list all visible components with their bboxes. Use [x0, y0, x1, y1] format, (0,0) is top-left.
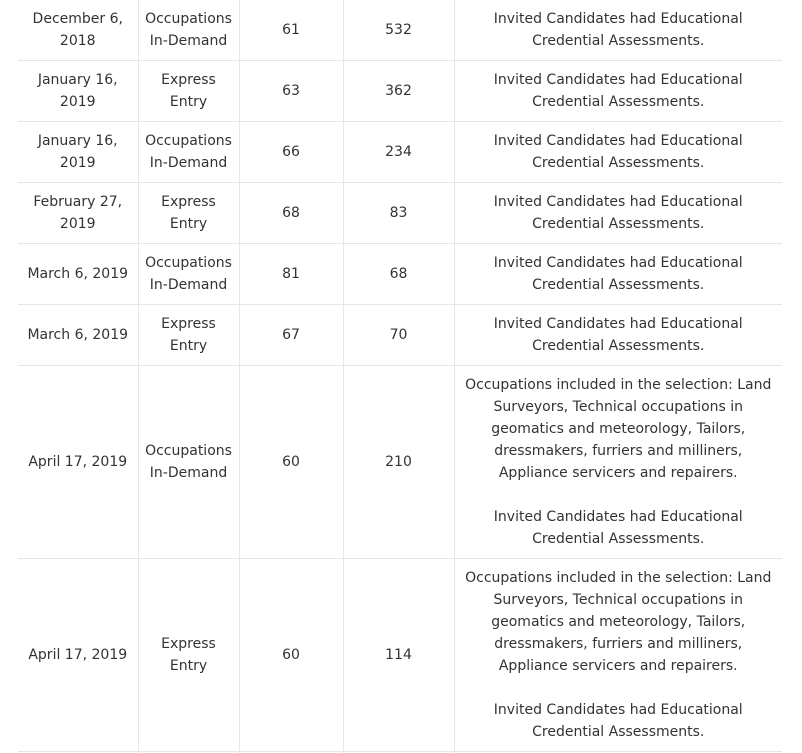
draw-stream: Occupations In-Demand	[138, 244, 239, 305]
draw-score: 61	[239, 0, 343, 61]
draw-date: March 6, 2019	[18, 244, 138, 305]
draw-notes	[454, 244, 782, 305]
draw-score: 81	[239, 244, 343, 305]
draw-stream: Express Entry	[138, 61, 239, 122]
draw-score: 60	[239, 559, 343, 752]
table-row	[18, 559, 782, 752]
table-row	[18, 366, 782, 559]
draw-note: Invited Candidates had Educational Credential Assessments.	[493, 702, 743, 740]
draw-invitations: 362	[343, 61, 454, 122]
draw-date: April 17, 2019	[18, 366, 138, 559]
draw-date: December 6, 2018	[18, 0, 138, 61]
draw-note: Invited Candidates had Educational Credential Assessments.	[493, 316, 743, 354]
draw-notes	[454, 366, 782, 559]
draw-date: January 16, 2019	[18, 61, 138, 122]
table-row	[18, 305, 782, 366]
draw-stream: Express Entry	[138, 305, 239, 366]
note-gap	[461, 677, 777, 699]
draw-stream: Express Entry	[138, 559, 239, 752]
draw-invitations: 114	[343, 559, 454, 752]
draw-invitations: 68	[343, 244, 454, 305]
table-row	[18, 61, 782, 122]
draw-date: January 16, 2019	[18, 122, 138, 183]
draw-score: 63	[239, 61, 343, 122]
note-gap	[461, 484, 777, 506]
draw-score: 68	[239, 183, 343, 244]
draw-stream: Occupations In-Demand	[138, 0, 239, 61]
draw-note: Invited Candidates had Educational Credential Assessments.	[493, 509, 743, 547]
draw-notes	[454, 559, 782, 752]
draw-score: 66	[239, 122, 343, 183]
table-row	[18, 122, 782, 183]
draw-stream: Express Entry	[138, 183, 239, 244]
draw-notes	[454, 183, 782, 244]
draw-score: 67	[239, 305, 343, 366]
draw-notes	[454, 122, 782, 183]
draw-date: March 6, 2019	[18, 305, 138, 366]
draws-table	[18, 0, 782, 753]
draw-notes	[454, 305, 782, 366]
table-row	[18, 0, 782, 61]
draw-notes	[454, 61, 782, 122]
draw-score: 60	[239, 366, 343, 559]
draw-note: Invited Candidates had Educational Credential Assessments.	[493, 194, 743, 232]
draw-invitations: 83	[343, 183, 454, 244]
draw-note: Invited Candidates had Educational Credential Assessments.	[493, 11, 743, 49]
draw-date: April 17, 2019	[18, 559, 138, 752]
table-row	[18, 244, 782, 305]
draw-date: February 27, 2019	[18, 183, 138, 244]
draw-note: Invited Candidates had Educational Credential Assessments.	[493, 133, 743, 171]
table-row	[18, 183, 782, 244]
draw-stream: Occupations In-Demand	[138, 366, 239, 559]
draw-occupations: Occupations included in the selection: Land Surveyors, Technical occupations in geomatics and meteorology, Tailors, dressmakers, furriers and milliners, Appliance servicers and repairers.	[465, 377, 772, 481]
draw-invitations: 532	[343, 0, 454, 61]
draws-table-body	[18, 0, 782, 753]
draw-invitations: 210	[343, 366, 454, 559]
draw-invitations: 234	[343, 122, 454, 183]
draw-stream: Occupations In-Demand	[138, 122, 239, 183]
draw-notes	[454, 0, 782, 61]
draw-note: Invited Candidates had Educational Credential Assessments.	[493, 255, 743, 293]
draw-note: Invited Candidates had Educational Credential Assessments.	[493, 72, 743, 110]
draw-occupations: Occupations included in the selection: Land Surveyors, Technical occupations in geomatics and meteorology, Tailors, dressmakers, furriers and milliners, Appliance servicers and repairers.	[465, 570, 772, 674]
draw-invitations: 70	[343, 305, 454, 366]
